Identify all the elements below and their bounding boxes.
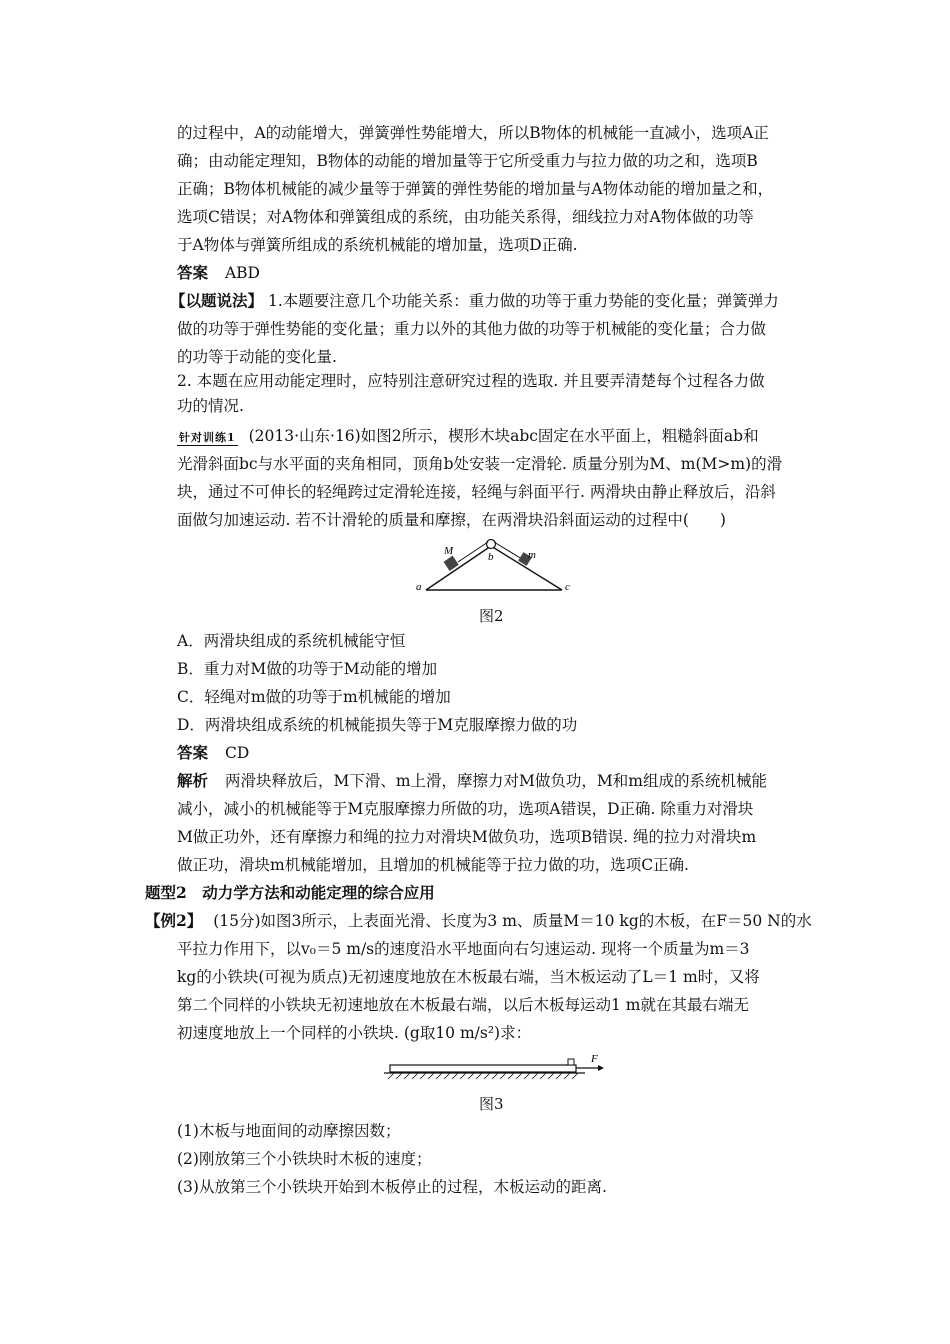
force-arrow-icon xyxy=(598,1065,604,1071)
solution-line: 于A物体与弹簧所组成的系统机械能的增加量，选项D正确. xyxy=(177,236,578,254)
solution-line: 选项C错误；对A物体和弹簧组成的系统，由功能关系得，细线拉力对A物体做的功等 xyxy=(177,208,754,226)
example-line: kg的小铁块(可视为质点)无初速度地放在木板最右端，当木板运动了L＝1 m时，又将 xyxy=(177,968,760,986)
pulley-icon xyxy=(487,540,496,549)
force-label: F xyxy=(591,1053,598,1065)
label-M: M xyxy=(444,545,454,557)
answer-value: CD xyxy=(224,744,250,762)
answer-line xyxy=(177,742,249,764)
figure-3-board xyxy=(380,1052,610,1082)
solution-line: 的过程中，A的动能增大，弹簧弹性势能增大，所以B物体的机械能一直减小，选项A正 xyxy=(177,124,769,142)
label-a: a xyxy=(416,581,422,593)
example-line xyxy=(145,910,812,932)
training-line: 块，通过不可伸长的轻绳跨过定滑轮连接，轻绳与斜面平行. 两滑块由静止释放后，沿斜 xyxy=(177,483,776,501)
option-c: C．轻绳对m做的功等于m机械能的增加 xyxy=(177,688,451,706)
analysis-text: 两滑块释放后，M下滑、m上滑，摩擦力对M做负功，M和m组成的系统机械能 xyxy=(224,772,767,790)
figure-2-wedge xyxy=(410,534,580,596)
analysis-line xyxy=(177,770,767,792)
answer-value: ABD xyxy=(224,264,260,282)
analysis-line: 减小，减小的机械能等于M克服摩擦力所做的功，选项A错误，D正确. 除重力对滑块 xyxy=(177,800,754,818)
option-b: B．重力对M做的功等于M动能的增加 xyxy=(177,660,438,678)
wooden-board xyxy=(390,1065,576,1072)
analysis-line: 做正功，滑块m机械能增加，且增加的机械能等于拉力做的功，选项C正确. xyxy=(177,856,689,874)
solution-line: 正确；B物体机械能的减少量等于弹簧的弹性势能的增加量与A物体动能的增加量之和， xyxy=(177,180,774,198)
method-note-line: 2. 本题在应用动能定理时，应特别注意研究过程的选取. 并且要弄清楚每个过程各力做 xyxy=(177,372,765,390)
question-1: (1)木板与地面间的动摩擦因数； xyxy=(177,1122,401,1140)
training-text: (2013·山东·16)如图2所示，楔形木块abc固定在水平面上，粗糙斜面ab和 xyxy=(248,427,759,445)
label-c: c xyxy=(565,581,570,593)
method-note-line xyxy=(170,290,779,312)
answer-line xyxy=(177,262,260,284)
answer-label: 答案 xyxy=(177,743,209,762)
analysis-line: M做正功外，还有摩擦力和绳的拉力对滑块M做负功，选项B错误. 绳的拉力对滑块m xyxy=(177,828,757,846)
iron-block xyxy=(568,1059,574,1065)
example-line: 第二个同样的小铁块无初速地放在木板最右端，以后木板每运动1 m就在其最右端无 xyxy=(177,996,749,1014)
method-note-text: 1.本题要注意几个功能关系：重力做的功等于重力势能的变化量；弹簧弹力 xyxy=(267,292,779,310)
ground-hatch xyxy=(388,1073,578,1079)
figure-2-caption: 图2 xyxy=(479,607,504,625)
method-note-line: 做的功等于弹性势能的变化量；重力以外的其他力做的功等于机械能的变化量；合力做 xyxy=(177,320,767,338)
option-a: A．两滑块组成的系统机械能守恒 xyxy=(177,632,406,650)
example-text: (15分)如图3所示，上表面光滑、长度为3 m、质量M＝10 kg的木板，在F＝50 N的水 xyxy=(213,912,812,930)
answer-label: 答案 xyxy=(177,263,209,282)
example-line: 平拉力作用下，以v₀＝5 m/s的速度沿水平地面向右匀速运动. 现将一个质量为m＝3 xyxy=(177,940,750,958)
example-label: 【例2】 xyxy=(145,911,203,930)
section-title: 题型2 动力学方法和动能定理的综合应用 xyxy=(145,883,435,902)
training-line: 光滑斜面bc与水平面的夹角相同，顶角b处安装一定滑轮. 质量分别为M、m(M>m)的滑 xyxy=(177,455,783,473)
training-line: 面做匀加速运动. 若不计滑轮的质量和摩擦，在两滑块沿斜面运动的过程中( ) xyxy=(177,511,726,529)
question-3: (3)从放第三个小铁块开始到木板停止的过程，木板运动的距离. xyxy=(177,1178,607,1196)
method-note-line: 的功等于动能的变化量. xyxy=(177,348,337,366)
method-note-label: 【以题说法】 xyxy=(170,291,264,310)
analysis-label: 解析 xyxy=(177,771,209,790)
option-d: D．两滑块组成系统的机械能损失等于M克服摩擦力做的功 xyxy=(177,716,578,734)
example-line: 初速度地放上一个同样的小铁块. (g取10 m/s²)求： xyxy=(177,1024,532,1042)
label-m: m xyxy=(528,549,536,561)
question-2: (2)刚放第三个小铁块时木板的速度； xyxy=(177,1150,432,1168)
training-badge: 针对训练1 xyxy=(179,431,236,444)
solution-line: 确；由动能定理知，B物体的动能的增加量等于它所受重力与拉力做的功之和，选项B xyxy=(177,152,758,170)
label-b: b xyxy=(488,551,494,563)
training-line xyxy=(177,425,759,447)
figure-3-caption: 图3 xyxy=(479,1095,504,1113)
method-note-line: 功的情况. xyxy=(177,397,244,415)
